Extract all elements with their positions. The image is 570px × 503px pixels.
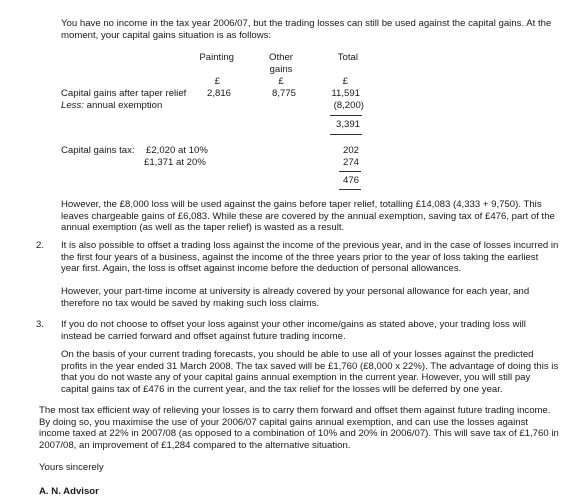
- tax-label: Capital gains tax:: [61, 145, 135, 156]
- value-chargeable: 3,391: [335, 119, 360, 130]
- item-3-paragraph-2: On the basis of your current trading forecasts, you should be able to use all of your losses against the predicted profits in the year ended 31 March 2008. The tax saved will be £1,760 (£8,000 x 22%). The advantage of doing this is that you do not waste any of your capital gains annual exemption in the current year. However, you will still pay capital gains tax of £476 in the current year, and the tax relief for the losses will be deferred by one year.: [61, 349, 559, 395]
- item-2-paragraph: It is also possible to offset a trading loss against the income of the previous year, and in the case of losses incurred in the first four years of a business, against the income of the three years prior to the year of loss taking the earliest year first. Again, the loss is offset against income before the deduction of personal allowances.: [61, 240, 559, 275]
- less-prefix: Less:: [61, 100, 84, 111]
- header-other-gains: Other gains: [269, 52, 293, 75]
- rule-below-tax-total: [339, 189, 361, 190]
- item-2-number: 2.: [36, 240, 45, 251]
- rule-below-chargeable: [330, 134, 362, 135]
- row-label-exemption: [61, 100, 162, 112]
- tax-total: 476: [342, 175, 359, 186]
- item-3-paragraph: If you do not choose to offset your loss against your other income/gains as stated above, your trading loss will instead be carried forward and offset against future trading income.: [61, 319, 526, 342]
- signature: A. N. Advisor: [39, 486, 99, 497]
- tax-line-10: £2,020 at 10%: [146, 145, 208, 156]
- tax-value-20: 274: [342, 157, 359, 168]
- conclusion-paragraph: The most tax efficient way of relieving your losses is to carry them forward and offset them against future trading income. By doing so, you maximise the use of your 2006/07 capital gains annual exemption, and can use the losses against income taxed at 22% in 2007/08 (as opposed to a combination of 10% and 20% in 2006/07). This will save tax of £1,760 in 2007/08, an improvement of £1,284 compared to the alternative situation.: [39, 405, 559, 451]
- value-exemption: (8,200): [333, 100, 364, 111]
- item-2-paragraph-2: However, your part-time income at university is already covered by your personal allowance for each year, and therefore no tax would be saved by making such loss claims.: [61, 286, 530, 309]
- closing: Yours sincerely: [39, 462, 104, 473]
- tax-value-10: 202: [342, 145, 359, 156]
- currency-other: £: [278, 76, 284, 87]
- intro-paragraph: You have no income in the tax year 2006/07, but the trading losses can still be used against the capital gains. At the moment, your capital gains situation is as follows:: [61, 18, 552, 41]
- currency-painting: £: [214, 76, 220, 87]
- however-paragraph: However, the £8,000 loss will be used against the gains before taper relief, totalling £14,083 (4,333 + 9,750). This leaves chargeable gains of £6,083. While these are covered by the annual exemption, saving tax of £476, part of the annual exemption (as well as the taper relief) is wasted as a result.: [61, 199, 555, 234]
- value-total-gains: 11,591: [331, 88, 360, 99]
- header-painting: Painting: [199, 52, 234, 63]
- exemption-label: annual exemption: [86, 100, 163, 111]
- value-other: 8,775: [271, 88, 296, 99]
- row-label-capital-gains: Capital gains after taper relief: [61, 88, 187, 99]
- value-painting: 2,816: [206, 88, 231, 99]
- rule-above-chargeable: [330, 115, 362, 116]
- item-3-number: 3.: [36, 319, 45, 330]
- currency-total: £: [342, 76, 348, 87]
- header-total: Total: [337, 52, 358, 63]
- rule-above-tax-total: [339, 171, 361, 172]
- tax-line-20: £1,371 at 20%: [144, 157, 206, 168]
